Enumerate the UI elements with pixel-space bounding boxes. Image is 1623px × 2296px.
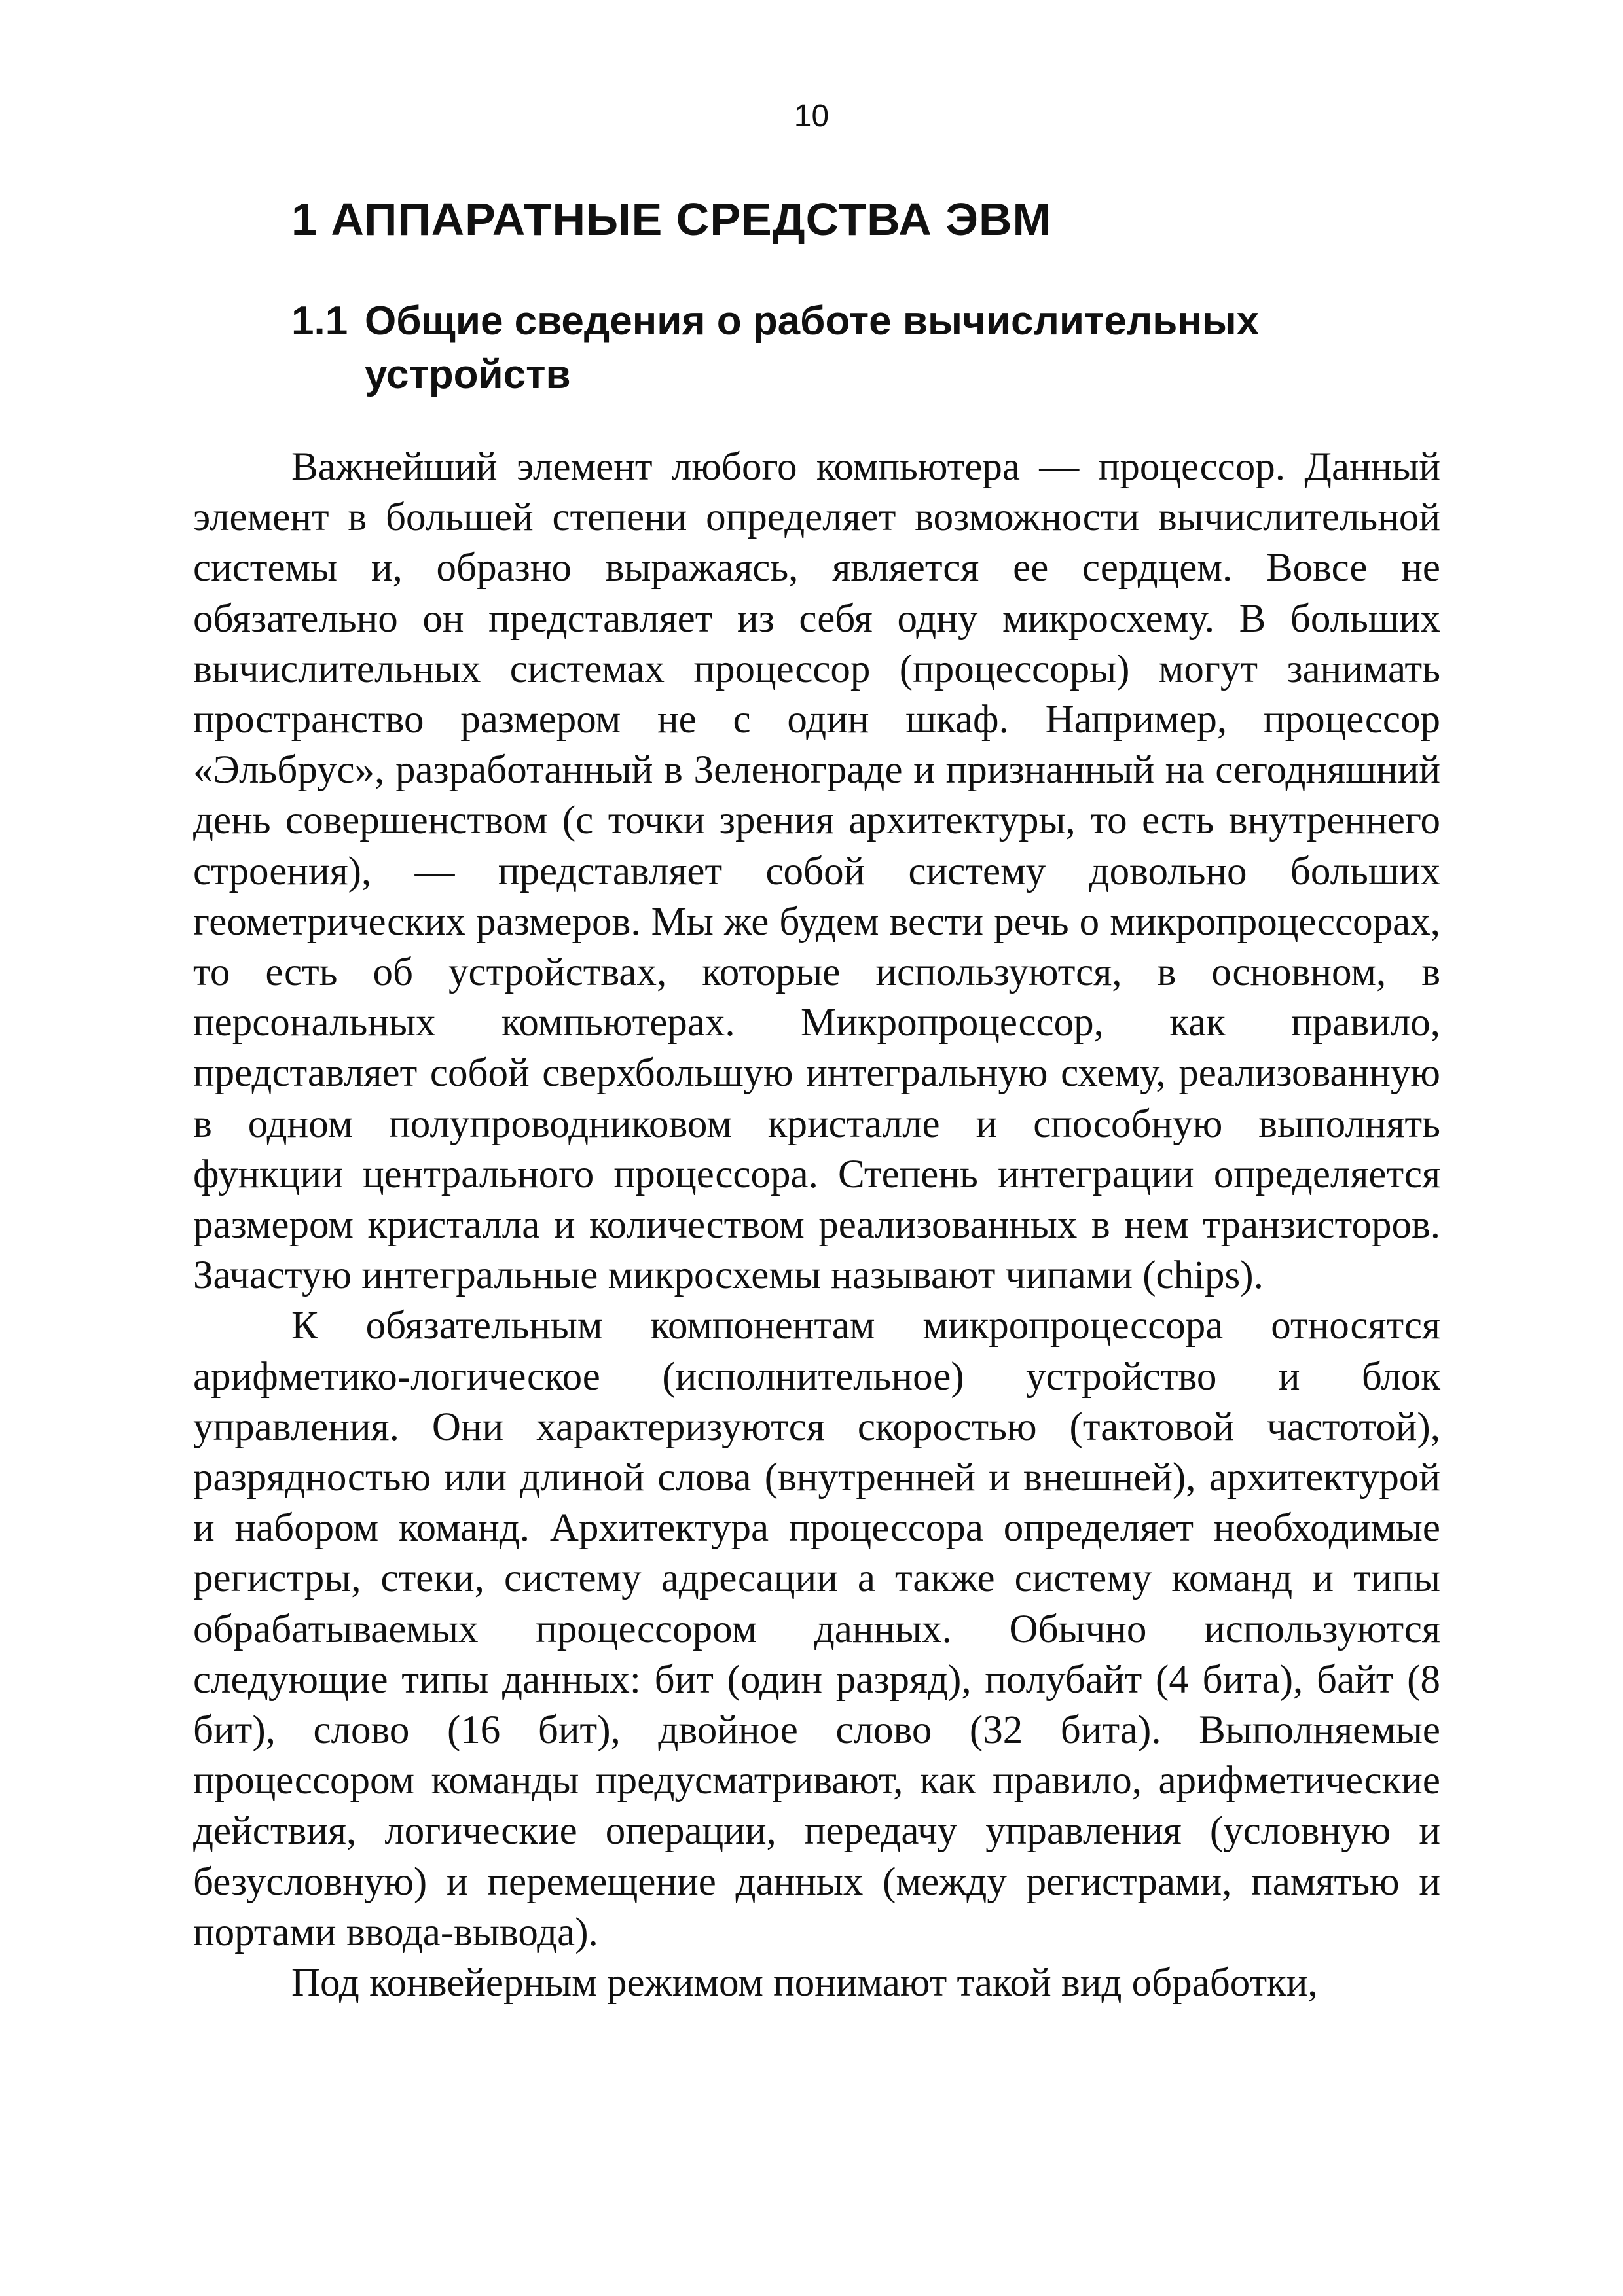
page-number: 10 <box>793 99 830 134</box>
section-title-line-2: устройств <box>365 352 571 397</box>
section-title <box>291 295 1404 402</box>
paragraph-processor-intro: Важнейший элемент любого компьютера — процессор. Данный элемент в большей степени определяет возможности вычислительной системы и, образно выражаясь, является ее сердцем. Вовсе не обязательно он представляет из себя одну микросхему. В больших вычислительных системах процессор (процессоры) могут занимать пространство размером не с один шкаф. Например, процессор «Эльбрус», разработанный в Зеленограде и признанный на сегодняшний день совершенством (с точки зрения архитектуры, то есть внутреннего строения), — представляет собой систему довольно больших геометрических размеров. Мы же будем вести речь о микропроцессорах, то есть об устройствах, которые используются, в основном, в персональных компьютерах. Микропроцессор, как правило, представляет собой сверхбольшую интегральную схему, реализованную в одном полупроводниковом кристалле и способную выполнять функции центрального процессора. Степень интеграции определяется размером кристалла и количеством реализованных в нем транзисторов. Зачастую интегральные микросхемы называют чипами (chips). <box>193 445 1440 1298</box>
paragraph-pipeline: Под конвейерным режимом понимают такой вид обработки, <box>291 1961 1318 2005</box>
body-text <box>193 442 1440 2008</box>
section-number: 1.1 <box>291 298 348 344</box>
section-title-line-1: Общие сведения о работе вычислительных <box>365 298 1260 344</box>
chapter-title: 1 АППАРАТНЫЕ СРЕДСТВА ЭВМ <box>291 194 1051 245</box>
paragraph-processor-components: К обязательным компонентам микропроцессора относятся арифметико-логическое (исполнительное) устройство и блок управления. Они характеризуются скоростью (тактовой частотой), разрядностью или длиной слова (внутренней и внешней), архитектурой и набором команд. Архитектура процессора определяет необходимые регистры, стеки, систему адресации а также систему команд и типы обрабатываемых процессором данных. Обычно используются следующие типы данных: бит (один разряд), полубайт (4 бита), байт (8 бит), слово (16 бит), двойное слово (32 бита). Выполняемые процессором команды предусматривают, как правило, арифметические действия, логические операции, передачу управления (условную и безусловную) и перемещение данных (между регистрами, памятью и портами ввода-вывода). <box>193 1304 1440 1954</box>
